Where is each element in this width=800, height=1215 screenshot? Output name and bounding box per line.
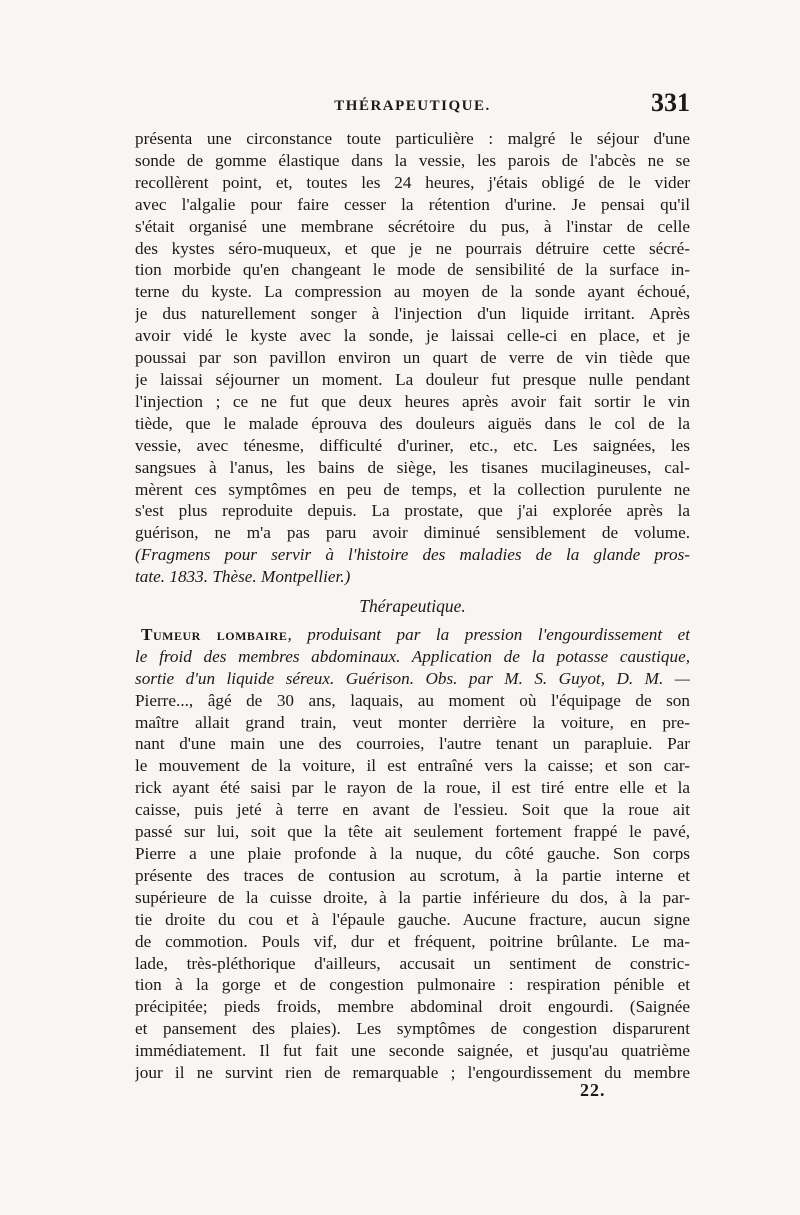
text-line: terne du kyste. La compression au moyen de la sonde ayant échoué,	[135, 282, 690, 302]
text-line: nant d'une main une des courroies, l'autre tenant un parapluie. Par	[135, 734, 690, 754]
text-line: s'était organisé une membrane sécrétoire du pus, à l'instar de celle	[135, 216, 690, 236]
text-line: tie droite du cou et à l'épaule gauche. Aucune fracture, aucun signe	[135, 909, 690, 929]
text-line: caisse, puis jeté à terre en avant de l'essieu. Soit que la roue ait	[135, 800, 690, 820]
case-subtitle: , produisant par la pression l'engourdissement et	[287, 624, 690, 644]
text-line: précipitée; pieds froids, membre abdominal droit engourdi. (Saignée	[135, 997, 690, 1017]
paragraph-2	[135, 624, 690, 1084]
text-line: guérison, ne m'a pas paru avoir diminué sensiblement de volume.	[135, 523, 690, 543]
citation-line: (Fragmens pour servir à l'histoire des maladies de la glande pros-	[135, 545, 690, 565]
paragraph-1	[135, 128, 690, 588]
text-line: avec l'algalie pour faire cesser la rétention d'urine. Je pensai qu'il	[135, 194, 690, 214]
citation-line: tate. 1833. Thèse. Montpellier.)	[135, 567, 351, 587]
text-line: rick ayant été saisi par le rayon de la roue, il est tiré entre elle et la	[135, 778, 690, 798]
text-line: le mouvement de la voiture, il est entraîné vers la caisse; et son car-	[135, 756, 690, 776]
text-line: poussai par son pavillon environ un quart de verre de vin tiède que	[135, 348, 690, 368]
text-line: avoir vidé le kyste avec la sonde, je laissai celle-ci en place, et je	[135, 326, 690, 346]
text-line: tion morbide qu'en changeant le mode de sensibilité de la surface in-	[135, 260, 690, 280]
text-line: je dus naturellement songer à l'injection d'un liquide irritant. Après	[135, 304, 690, 324]
text-line: supérieure de la cuisse droite, à la partie inférieure du dos, à la par-	[135, 887, 690, 907]
text-line: de commotion. Pouls vif, dur et fréquent, poitrine brûlante. Le ma-	[135, 931, 690, 951]
text-line: sortie d'un liquide séreux. Guérison. Obs. par M. S. Guyot, D. M. —	[135, 668, 690, 688]
text-line: présente des traces de contusion au scrotum, à la partie interne et	[135, 865, 690, 885]
text-line: le froid des membres abdominaux. Application de la potasse caustique,	[135, 646, 690, 666]
page-header	[135, 88, 690, 124]
signature-mark: 22.	[580, 1080, 606, 1100]
text-line: Pierre..., âgé de 30 ans, laquais, au moment où l'équipage de son	[135, 690, 690, 710]
section-title: Thérapeutique.	[359, 596, 466, 617]
text-line: je laissai séjourner un moment. La douleur fut presque nulle pendant	[135, 369, 690, 389]
text-line: tiède, que le malade éprouva des douleurs aiguës dans le col de la	[135, 413, 690, 433]
running-title: THÉRAPEUTIQUE.	[334, 98, 491, 114]
text-line: s'est plus reproduite depuis. La prostate, que j'ai explorée après la	[135, 501, 690, 521]
text-line: immédiatement. Il fut fait une seconde saignée, et jusqu'au quatrième	[135, 1041, 690, 1061]
page-number: 331	[651, 88, 690, 117]
text-line: recollèrent point, et, toutes les 24 heures, j'étais obligé de le vider	[135, 172, 690, 192]
text-line: sonde de gomme élastique dans la vessie, les parois de l'abcès ne se	[135, 150, 690, 170]
text-line: passé sur lui, soit que la tête ait seulement fortement frappé le pavé,	[135, 822, 690, 842]
text-line: vessie, avec ténesme, difficulté d'uriner, etc., etc. Les saignées, les	[135, 435, 690, 455]
text-line: lade, très-pléthorique d'ailleurs, accusait un sentiment de constric-	[135, 953, 690, 973]
case-title: Tumeur lombaire	[141, 624, 288, 644]
text-line	[135, 624, 690, 646]
text-line: mèrent ces symptômes en peu de temps, et la collection purulente ne	[135, 479, 690, 499]
text-line: l'injection ; ce ne fut que deux heures après avoir fait sortir le vin	[135, 391, 690, 411]
text-line: Pierre a une plaie profonde à la nuque, du côté gauche. Son corps	[135, 844, 690, 863]
body-text	[135, 128, 690, 1084]
text-line: des kystes séro-muqueux, et que je ne pourrais détruire cette sécré-	[135, 238, 690, 258]
text-line: maître allait grand train, veut monter derrière la voiture, en pre-	[135, 712, 690, 732]
text-line: tion à la gorge et de congestion pulmonaire : respiration pénible et	[135, 975, 690, 995]
text-line: sangsues à l'anus, les bains de siège, les tisanes mucilagineuses, cal-	[135, 457, 690, 477]
text-line: et pansement des plaies). Les symptômes de congestion disparurent	[135, 1019, 690, 1039]
text-line: jour il ne survint rien de remarquable ; l'engourdissement du membre	[135, 1063, 690, 1083]
text-line: présenta une circonstance toute particulière : malgré le séjour d'une	[135, 129, 690, 148]
